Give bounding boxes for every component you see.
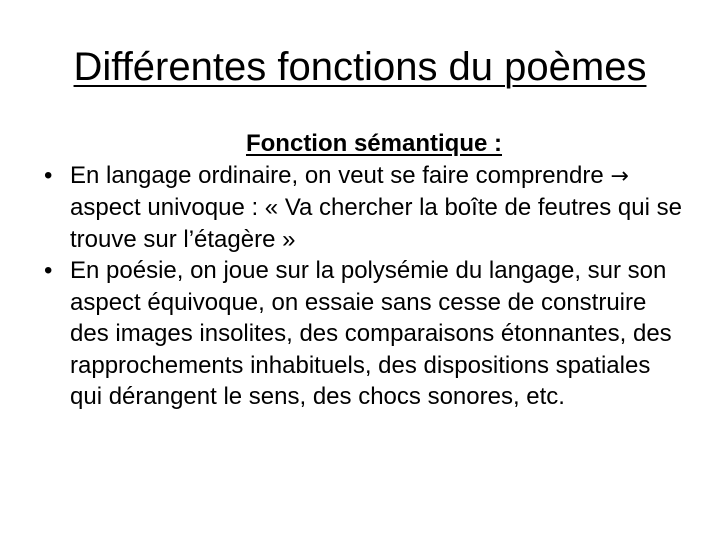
right-arrow-icon: → [610, 163, 629, 189]
bullet-text-part2: aspect univoque : « Va chercher la boîte de feutres qui se trouve sur l’étagère » [70, 194, 682, 253]
bullet-text: En poésie, on joue sur la polysémie du langage, sur son aspect équivoque, on essaie sans cesse de construire des images insolites, des comparaisons étonnantes, des rapprochements inhabituels, des dispositions spatiales qui dérangent le sens, des chocs sonores, etc. [70, 257, 672, 410]
section-heading: Fonction sémantique : [245, 130, 502, 157]
slide-title: Différentes fonctions du poèmes [73, 45, 647, 89]
bullet-item-poetry [44, 255, 684, 413]
bullet-icon: • [44, 257, 53, 284]
bullet-text-part1: En langage ordinaire, on veut se faire comprendre [70, 161, 611, 189]
slide-body [44, 128, 684, 413]
bullet-item-ordinary-language [44, 160, 684, 256]
bullet-icon: • [44, 161, 53, 189]
